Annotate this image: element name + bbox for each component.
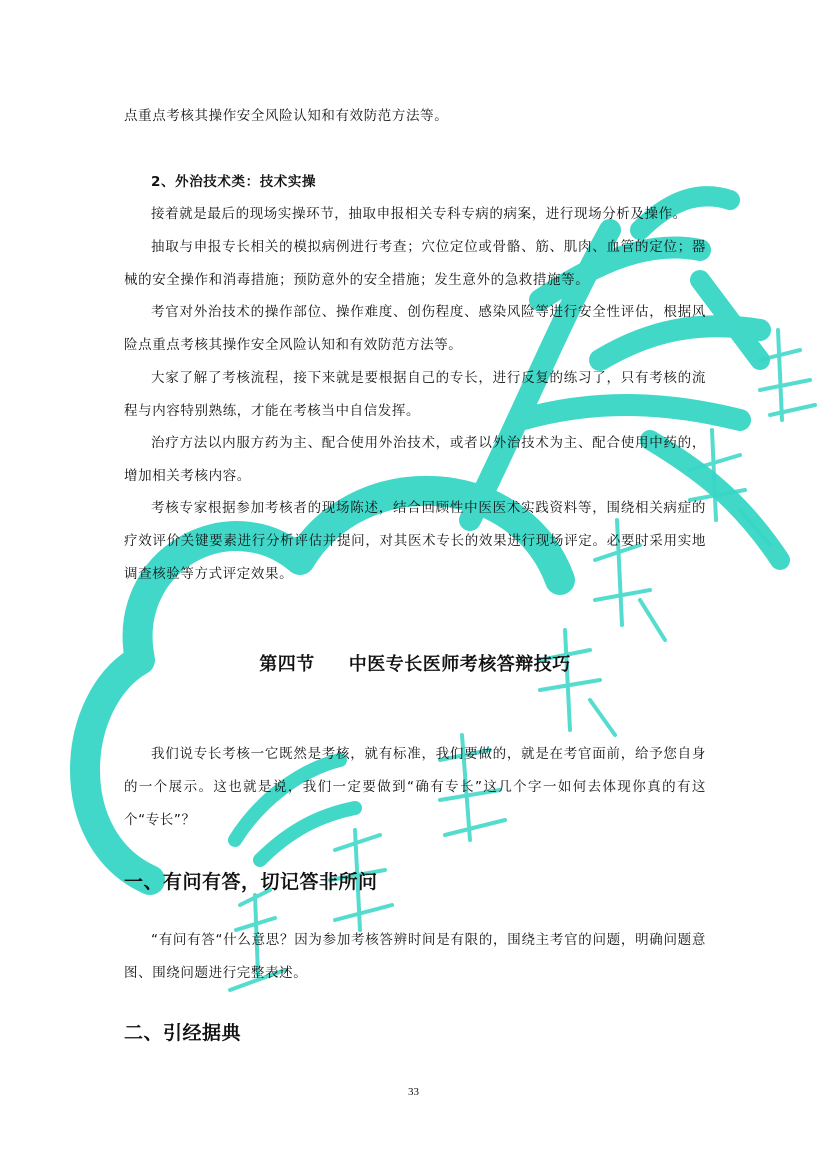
paragraph: 考核专家根据参加考核者的现场陈述，结合回顾性中医医术实践资料等，围绕相关病症的疗效评价关键要素进行分析评估并提问，对其医术专长的效果进行现场评定。必要时采用实地调查核验等方式评定效果。 xyxy=(124,500,706,582)
heading-cite-classics: 二、引经据典 xyxy=(124,1022,242,1044)
paragraph: 考官对外治技术的操作部位、操作难度、创伤程度、感染风险等进行安全性评估，根据风险点重点考核其操作安全风险认知和有效防范方法等。 xyxy=(124,304,706,353)
paragraph: 抽取与申报专长相关的模拟病例进行考查；穴位定位或骨骼、筋、肌肉、血管的定位；器械的安全操作和消毒措施；预防意外的安全措施；发生意外的急救措施等。 xyxy=(124,239,706,288)
watermark-small-glyph xyxy=(760,330,815,420)
paragraph: 接着就是最后的现场实操环节，抽取申报相关专科专病的病案，进行现场分析及操作。 xyxy=(151,206,687,222)
paragraph-continued: 点重点考核其操作安全风险认知和有效防范方法等。 xyxy=(124,108,449,124)
paragraph: “有问有答“什么意思？因为参加考核答辨时间是有限的，围绕主考官的问题，明确问题意图、围绕问题进行完整表述。 xyxy=(124,932,706,981)
section-name: 中医专长医师考核答辩技巧 xyxy=(348,654,571,675)
subheading-external-therapy: 2、外治技术类：技术实操 xyxy=(151,174,317,190)
watermark-small-glyph xyxy=(540,630,615,735)
section-title xyxy=(124,650,706,676)
heading-answer-the-question: 一、有问有答，切记答非所问 xyxy=(124,871,378,893)
section-number: 第四节 xyxy=(259,654,315,675)
paragraph: 大家了解了考核流程，接下来就是要根据自己的专长，进行反复的练习了，只有考核的流程与内容特别熟练，才能在考核当中自信发挥。 xyxy=(124,370,706,419)
paragraph: 治疗方法以内服方药为主、配合使用外治技术，或者以外治技术为主、配合使用中药的，增加相关考核内容。 xyxy=(124,435,706,484)
page-number: 33 xyxy=(408,1086,419,1098)
intro-paragraph: 我们说专长考核一它既然是考核，就有标准，我们要做的，就是在考官面前，给予您自身的一个展示。这也就是说，我们一定要做到“确有专长”这几个字一如何去体现你真的有这个“专长”？ xyxy=(124,746,706,828)
